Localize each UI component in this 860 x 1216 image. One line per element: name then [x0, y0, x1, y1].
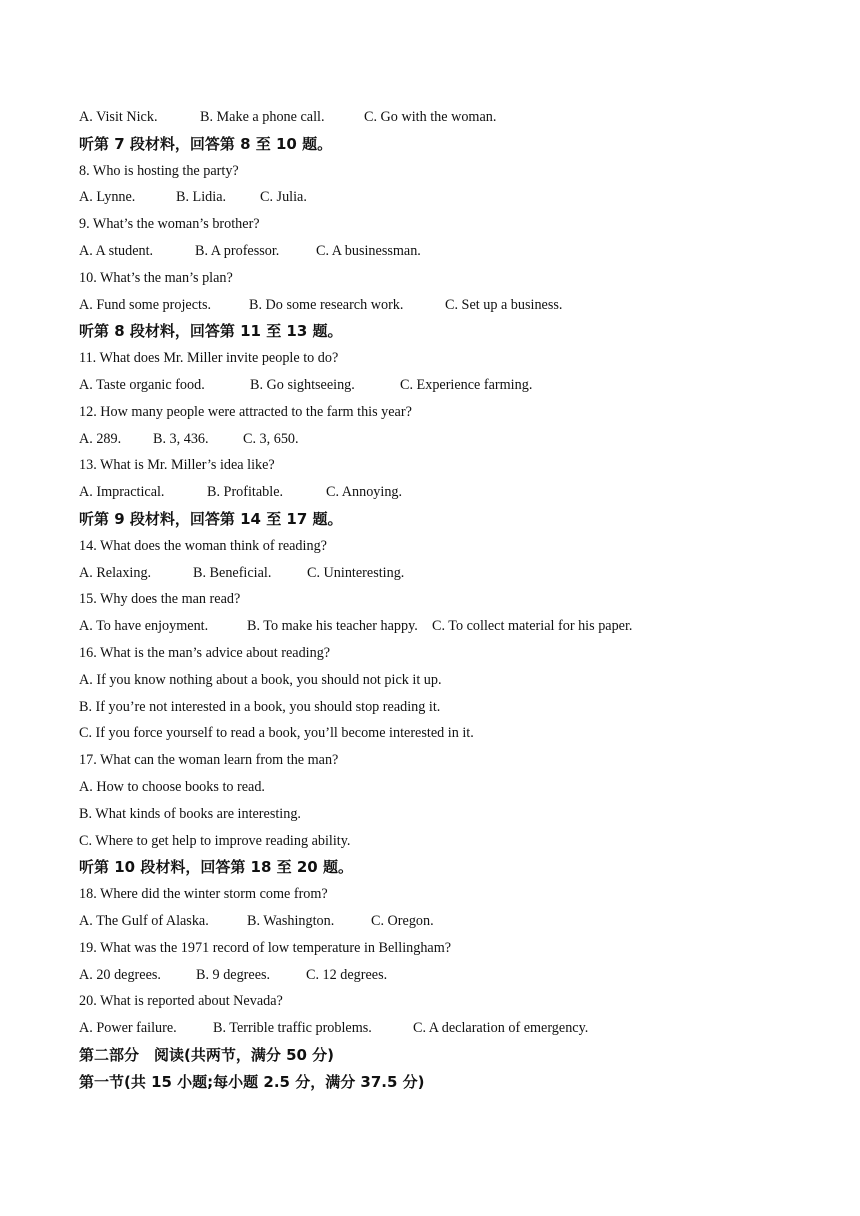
option-b: B. 9 degrees. — [196, 966, 271, 983]
option-b: B. Beneficial. — [193, 564, 272, 581]
option-b: B. Lidia. — [176, 189, 227, 206]
section-heading: 听第 7 段材料，回答第 8 至 10 题。 — [79, 134, 333, 153]
options-row — [79, 962, 799, 989]
option-a: A. A student. — [79, 242, 154, 259]
question-text: 20. What is reported about Nevada? — [79, 993, 283, 1010]
option-c: C. 12 degrees. — [306, 966, 388, 983]
option-a: A. Lynne. — [79, 189, 136, 206]
section-heading: 听第 8 段材料，回答第 11 至 13 题。 — [79, 322, 343, 341]
option-c: C. Julia. — [260, 189, 307, 206]
question-text: 9. What’s the woman’s brother? — [79, 216, 260, 233]
option-c: C. 3, 650. — [243, 430, 299, 447]
option-a: A. 289. — [79, 430, 122, 447]
option-a: A. Power failure. — [79, 1020, 177, 1037]
option-a: A. The Gulf of Alaska. — [79, 912, 209, 929]
option-b: B. Do some research work. — [249, 296, 404, 313]
option-a: A. Relaxing. — [79, 564, 152, 581]
question-text: C. Where to get help to improve reading ability. — [79, 832, 351, 849]
section-heading: 第一节(共 15 小题;每小题 2.5 分，满分 37.5 分) — [79, 1072, 425, 1091]
question-text: A. How to choose books to read. — [79, 778, 265, 795]
section-heading: 听第 10 段材料，回答第 18 至 20 题。 — [79, 858, 353, 877]
options-row — [79, 184, 799, 211]
section-heading: 第二部分 阅读(共两节，满分 50 分) — [79, 1045, 335, 1064]
question-text: B. If you’re not interested in a book, you should stop reading it. — [79, 698, 441, 715]
section-heading: 听第 9 段材料，回答第 14 至 17 题。 — [79, 509, 343, 528]
option-c: C. A declaration of emergency. — [413, 1020, 589, 1037]
question-text: 18. Where did the winter storm come from? — [79, 886, 328, 903]
question-text: 11. What does Mr. Miller invite people to do? — [79, 350, 339, 367]
options-row — [79, 479, 799, 506]
question-text: 19. What was the 1971 record of low temperature in Bellingham? — [79, 939, 452, 956]
options-row — [79, 292, 799, 319]
option-c: C. Experience farming. — [400, 376, 533, 393]
question-text: 12. How many people were attracted to the farm this year? — [79, 403, 412, 420]
options-row — [79, 560, 799, 587]
document-page — [79, 104, 799, 1095]
option-b: B. Profitable. — [207, 484, 284, 501]
question-text: B. What kinds of books are interesting. — [79, 805, 301, 822]
option-c: C. A businessman. — [316, 242, 421, 259]
option-b: B. Washington. — [247, 912, 335, 929]
option-b: B. Terrible traffic problems. — [213, 1020, 372, 1037]
question-text: 16. What is the man’s advice about reading? — [79, 644, 331, 661]
option-b: B. Go sightseeing. — [250, 376, 355, 393]
option-b: B. Make a phone call. — [200, 109, 325, 125]
option-b: B. A professor. — [195, 242, 280, 259]
option-c: C. Uninteresting. — [307, 564, 405, 581]
option-c: C. Annoying. — [326, 484, 403, 501]
option-c: C. Go with the woman. — [364, 109, 497, 125]
option-c: C. Set up a business. — [445, 296, 563, 313]
question-text: 10. What’s the man’s plan? — [79, 269, 233, 286]
option-a: A. Fund some projects. — [79, 296, 212, 313]
options-row — [79, 238, 799, 265]
option-a: A. 20 degrees. — [79, 966, 161, 983]
option-a: A. To have enjoyment. — [79, 618, 209, 635]
question-text: C. If you force yourself to read a book, you’ll become interested in it. — [79, 725, 474, 742]
option-c: C. Oregon. — [371, 912, 434, 929]
question-text: A. If you know nothing about a book, you should not pick it up. — [79, 671, 442, 688]
option-b: B. 3, 436. — [153, 430, 209, 447]
question-text: 8. Who is hosting the party? — [79, 162, 239, 179]
option-b: B. To make his teacher happy. — [247, 618, 418, 635]
question-text: 17. What can the woman learn from the man? — [79, 752, 339, 769]
options-row — [79, 372, 799, 399]
options-row — [79, 426, 799, 453]
question-text: 15. Why does the man read? — [79, 591, 241, 608]
options-row — [79, 613, 799, 640]
options-row — [79, 104, 799, 131]
option-a: A. Taste organic food. — [79, 376, 205, 393]
option-a: A. Visit Nick. — [79, 109, 158, 125]
question-text: 14. What does the woman think of reading? — [79, 537, 327, 554]
question-text: 13. What is Mr. Miller’s idea like? — [79, 457, 275, 474]
options-row — [79, 908, 799, 935]
option-a: A. Impractical. — [79, 484, 165, 501]
option-c: C. To collect material for his paper. — [432, 618, 633, 635]
options-row — [79, 1015, 799, 1042]
